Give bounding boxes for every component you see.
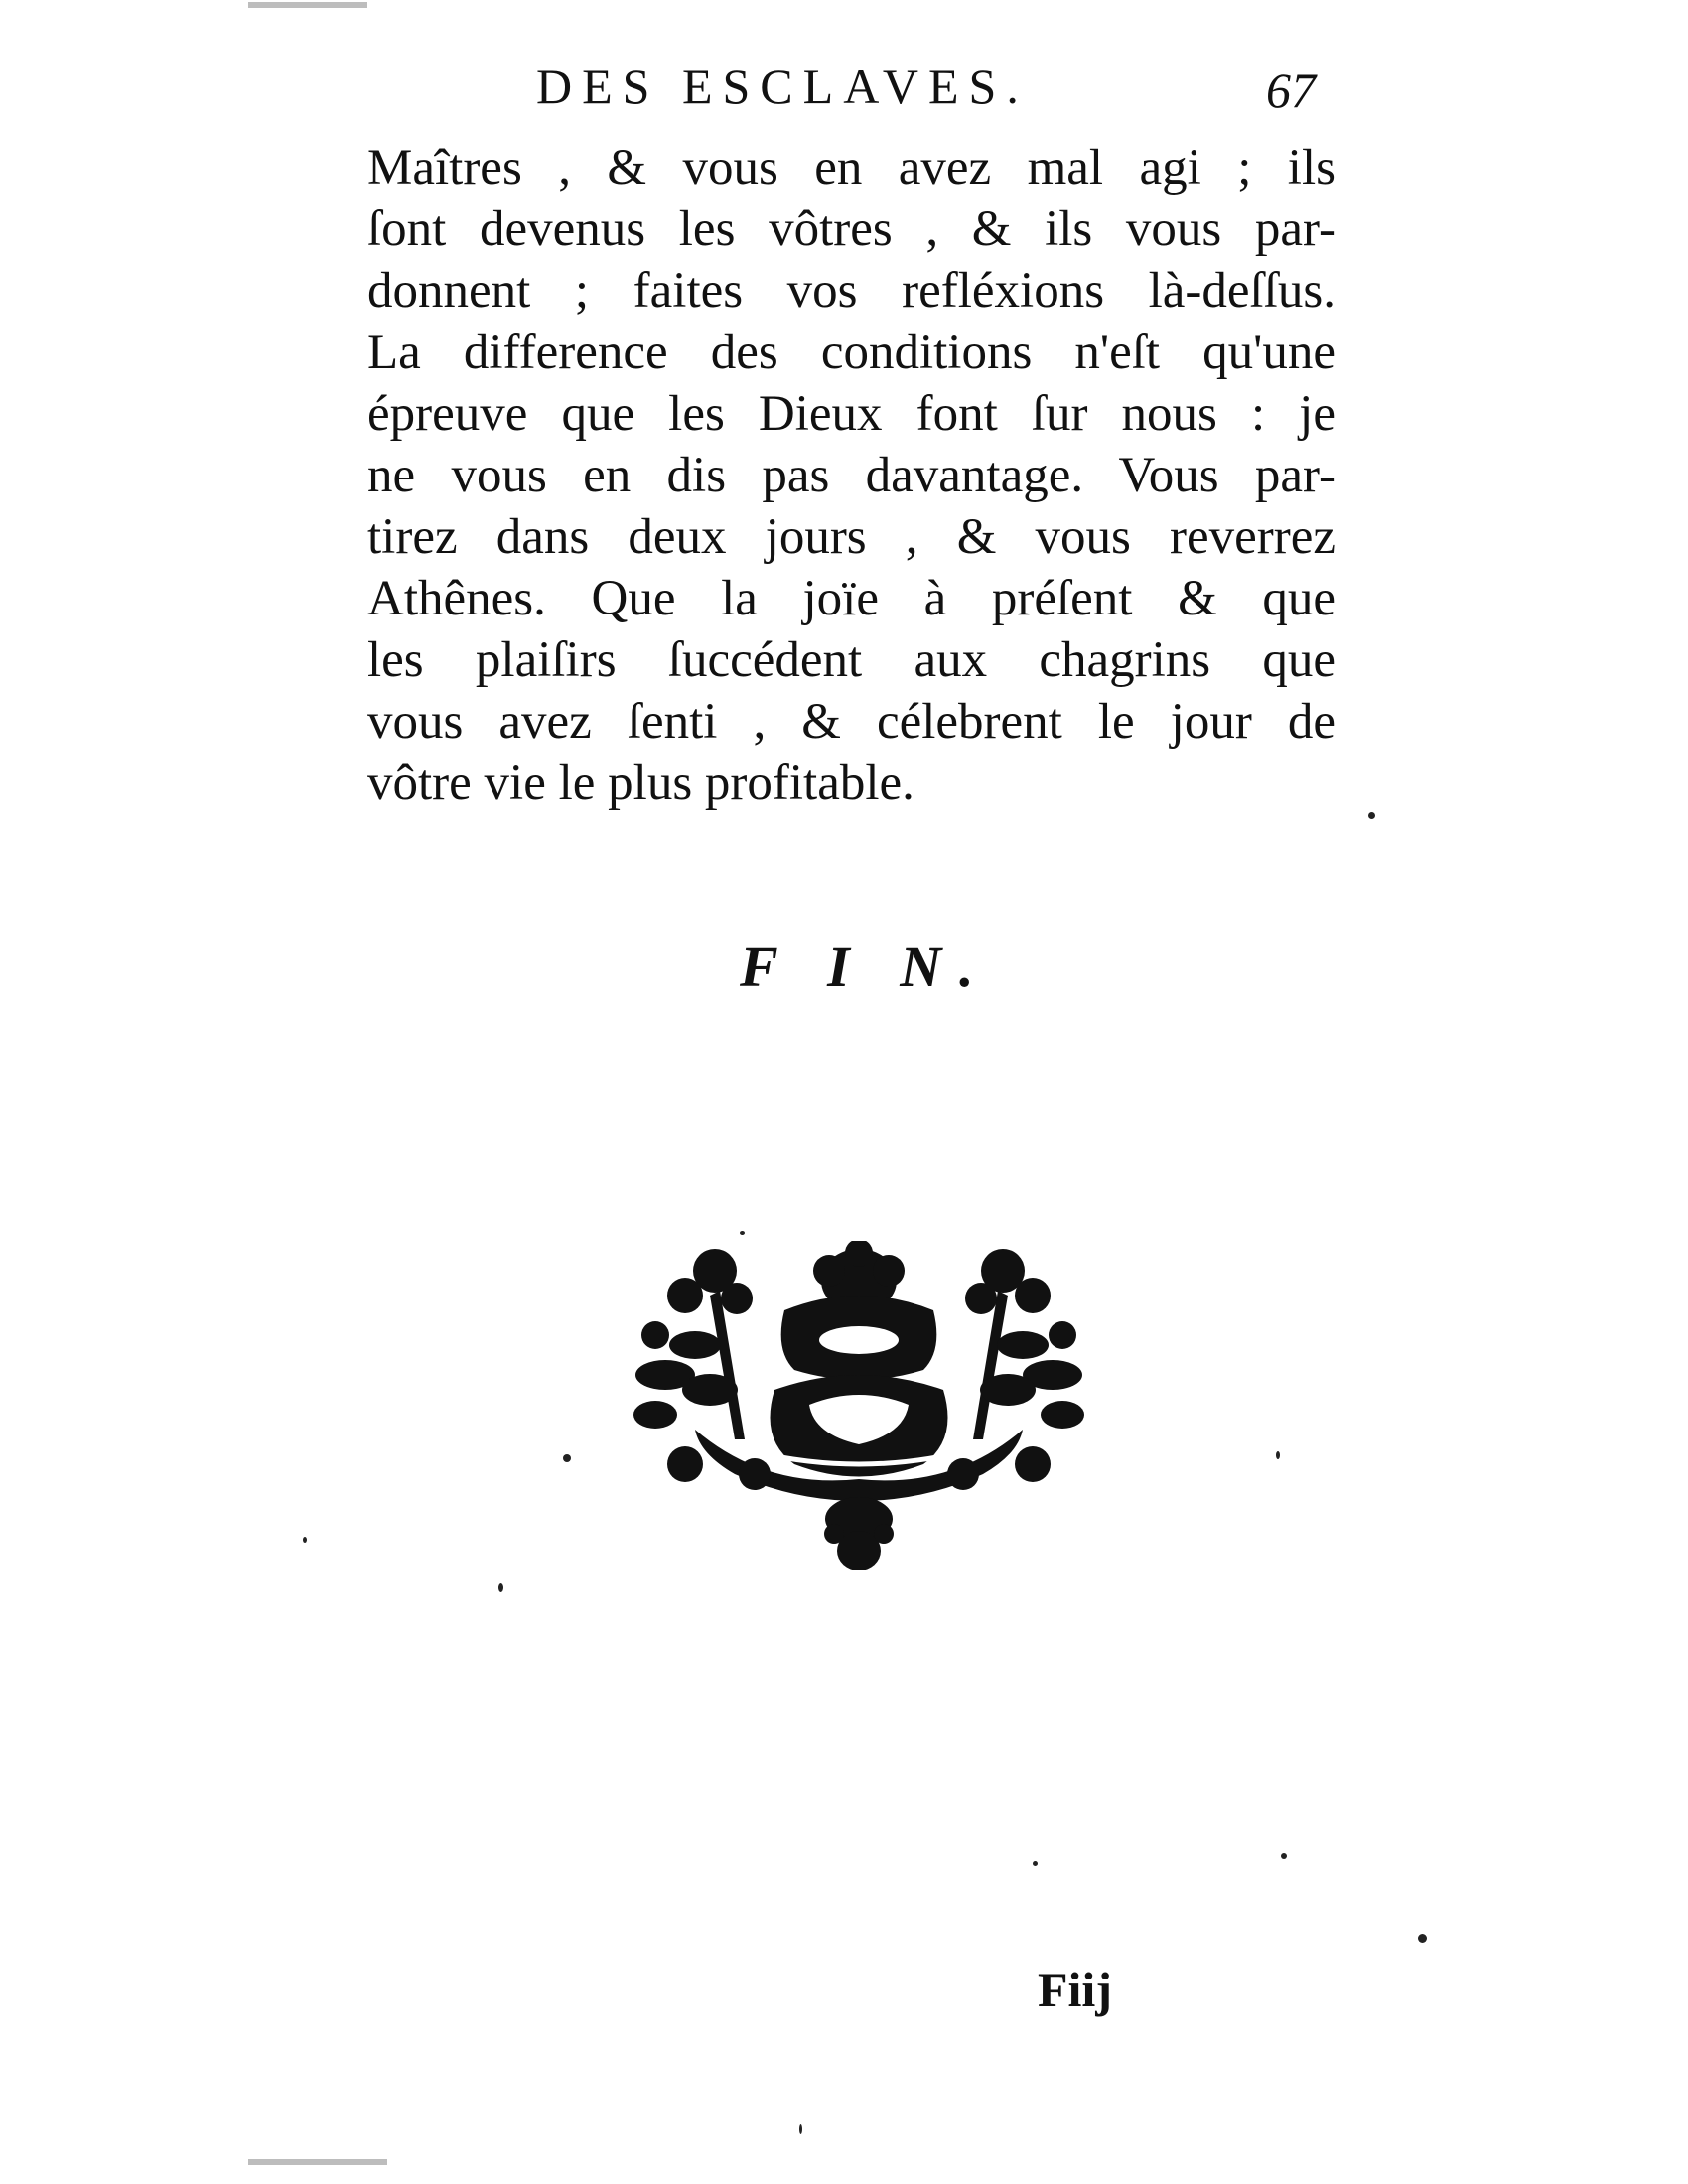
text-line-2: ſont devenus les vôtres , & ils vous par-: [367, 202, 1336, 257]
scan-speck: [1368, 812, 1375, 819]
scan-speck: [799, 2124, 802, 2134]
text-line-9: les plaiſirs ſuccédent aux chagrins que: [367, 632, 1336, 688]
scan-speck: [563, 1454, 571, 1462]
body-text: [367, 137, 1336, 814]
scan-artifact-top: [248, 2, 367, 8]
text-line-8: Athênes. Que la joïe à préſent & que: [367, 571, 1336, 626]
fin-heading: F I N.: [740, 934, 992, 999]
running-head: DES ESCLAVES.: [536, 59, 1029, 114]
floral-ornament-icon: [626, 1241, 1092, 1578]
text-line-1: Maîtres , & vous en avez mal agi ; ils: [367, 140, 1336, 196]
signature-mark: Fiij: [1038, 1962, 1112, 2017]
scan-speck: [740, 1231, 745, 1235]
scan-speck: [1276, 1451, 1280, 1459]
text-line-10: vous avez ſenti , & célebrent le jour de: [367, 694, 1336, 750]
text-line-7: tirez dans deux jours , & vous reverrez: [367, 509, 1336, 565]
text-line-3: donnent ; faites vos refléxions là-deſſus.: [367, 263, 1336, 319]
scan-speck: [1281, 1853, 1287, 1859]
text-line-5: épreuve que les Dieux font ſur nous : je: [367, 386, 1336, 442]
text-line-6: ne vous en dis pas davantage. Vous par-: [367, 448, 1336, 503]
text-line-11: vôtre vie le plus profitable.: [367, 755, 914, 811]
text-line-4: La difference des conditions n'eſt qu'une: [367, 325, 1336, 380]
scan-speck: [1418, 1934, 1427, 1943]
page-number: 67: [1266, 63, 1316, 118]
scan-speck: [1033, 1861, 1038, 1866]
scan-artifact-bottom: [248, 2159, 387, 2165]
scan-speck: [303, 1537, 307, 1543]
scan-speck: [498, 1583, 503, 1592]
